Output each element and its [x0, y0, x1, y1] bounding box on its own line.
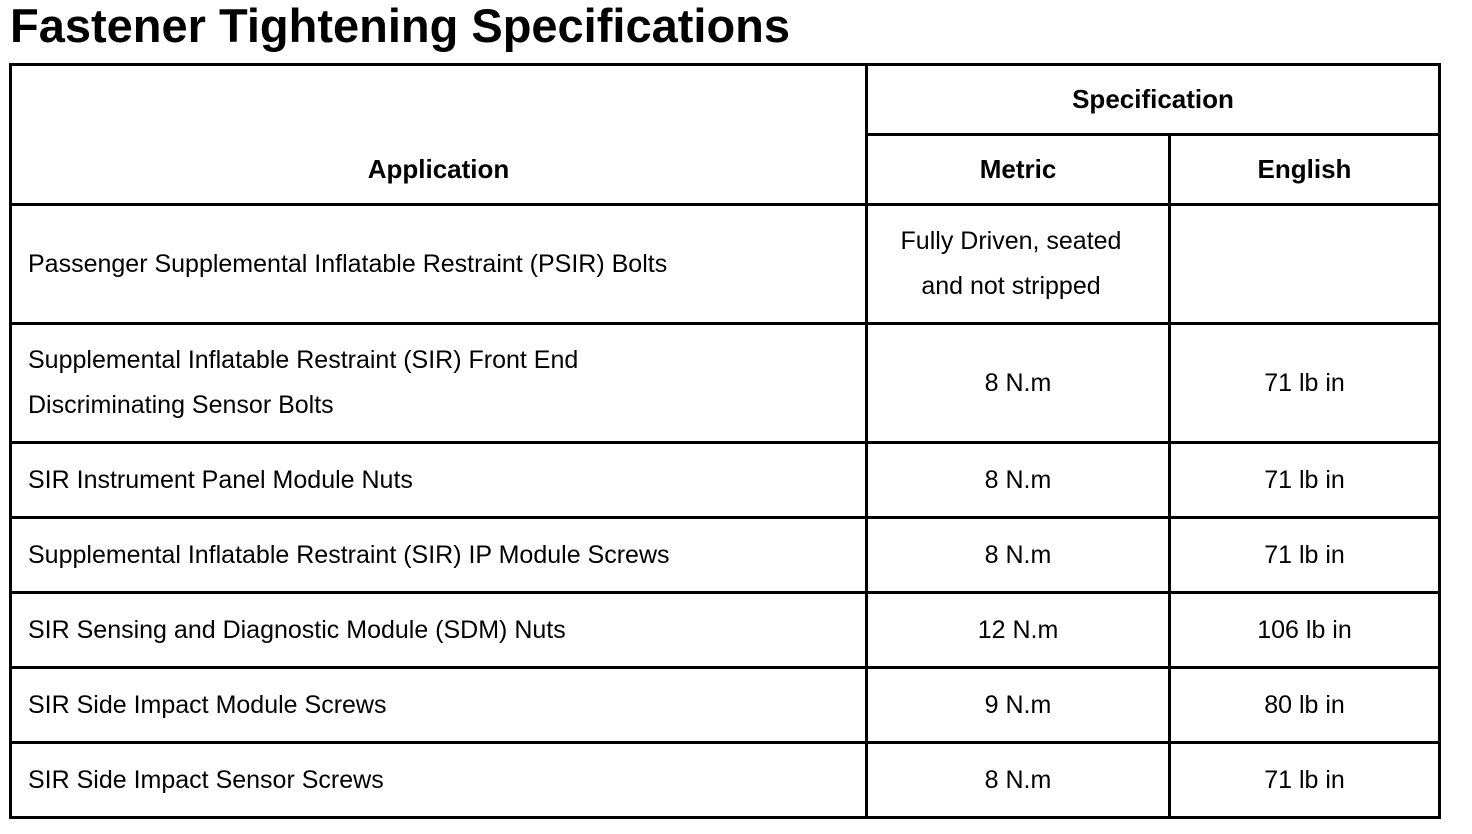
application-cell: Passenger Supplemental Inflatable Restraint (PSIR) Bolts — [11, 205, 867, 324]
english-cell: 80 lb in — [1170, 668, 1440, 743]
application-cell: SIR Side Impact Module Screws — [11, 668, 867, 743]
application-cell: SIR Side Impact Sensor Screws — [11, 743, 867, 818]
english-cell: 71 lb in — [1170, 743, 1440, 818]
metric-cell: 8 N.m — [867, 743, 1170, 818]
table-row — [11, 518, 1440, 593]
page-title: Fastener Tightening Specifications — [10, 0, 790, 52]
table-row — [11, 443, 1440, 518]
english-cell: 71 lb in — [1170, 443, 1440, 518]
metric-cell: 8 N.m — [867, 324, 1170, 443]
table-row — [11, 324, 1440, 443]
metric-header: Metric — [867, 135, 1170, 205]
table-header-row — [11, 65, 1440, 135]
metric-cell: 12 N.m — [867, 593, 1170, 668]
table-row — [11, 205, 1440, 324]
metric-cell: Fully Driven, seated and not stripped — [867, 205, 1170, 324]
metric-cell: 8 N.m — [867, 443, 1170, 518]
table-row — [11, 743, 1440, 818]
metric-cell: 8 N.m — [867, 518, 1170, 593]
english-cell — [1170, 205, 1440, 324]
english-cell: 71 lb in — [1170, 324, 1440, 443]
fastener-spec-table — [9, 63, 1441, 819]
application-cell: Supplemental Inflatable Restraint (SIR) IP Module Screws — [11, 518, 867, 593]
english-cell: 106 lb in — [1170, 593, 1440, 668]
english-cell: 71 lb in — [1170, 518, 1440, 593]
application-cell: SIR Sensing and Diagnostic Module (SDM) Nuts — [11, 593, 867, 668]
english-header: English — [1170, 135, 1440, 205]
table-row — [11, 593, 1440, 668]
table-row — [11, 668, 1440, 743]
application-header: Application — [11, 65, 867, 205]
metric-cell: 9 N.m — [867, 668, 1170, 743]
specification-header: Specification — [867, 65, 1440, 135]
application-cell: SIR Instrument Panel Module Nuts — [11, 443, 867, 518]
application-cell: Supplemental Inflatable Restraint (SIR) Front End Discriminating Sensor Bolts — [11, 324, 867, 443]
